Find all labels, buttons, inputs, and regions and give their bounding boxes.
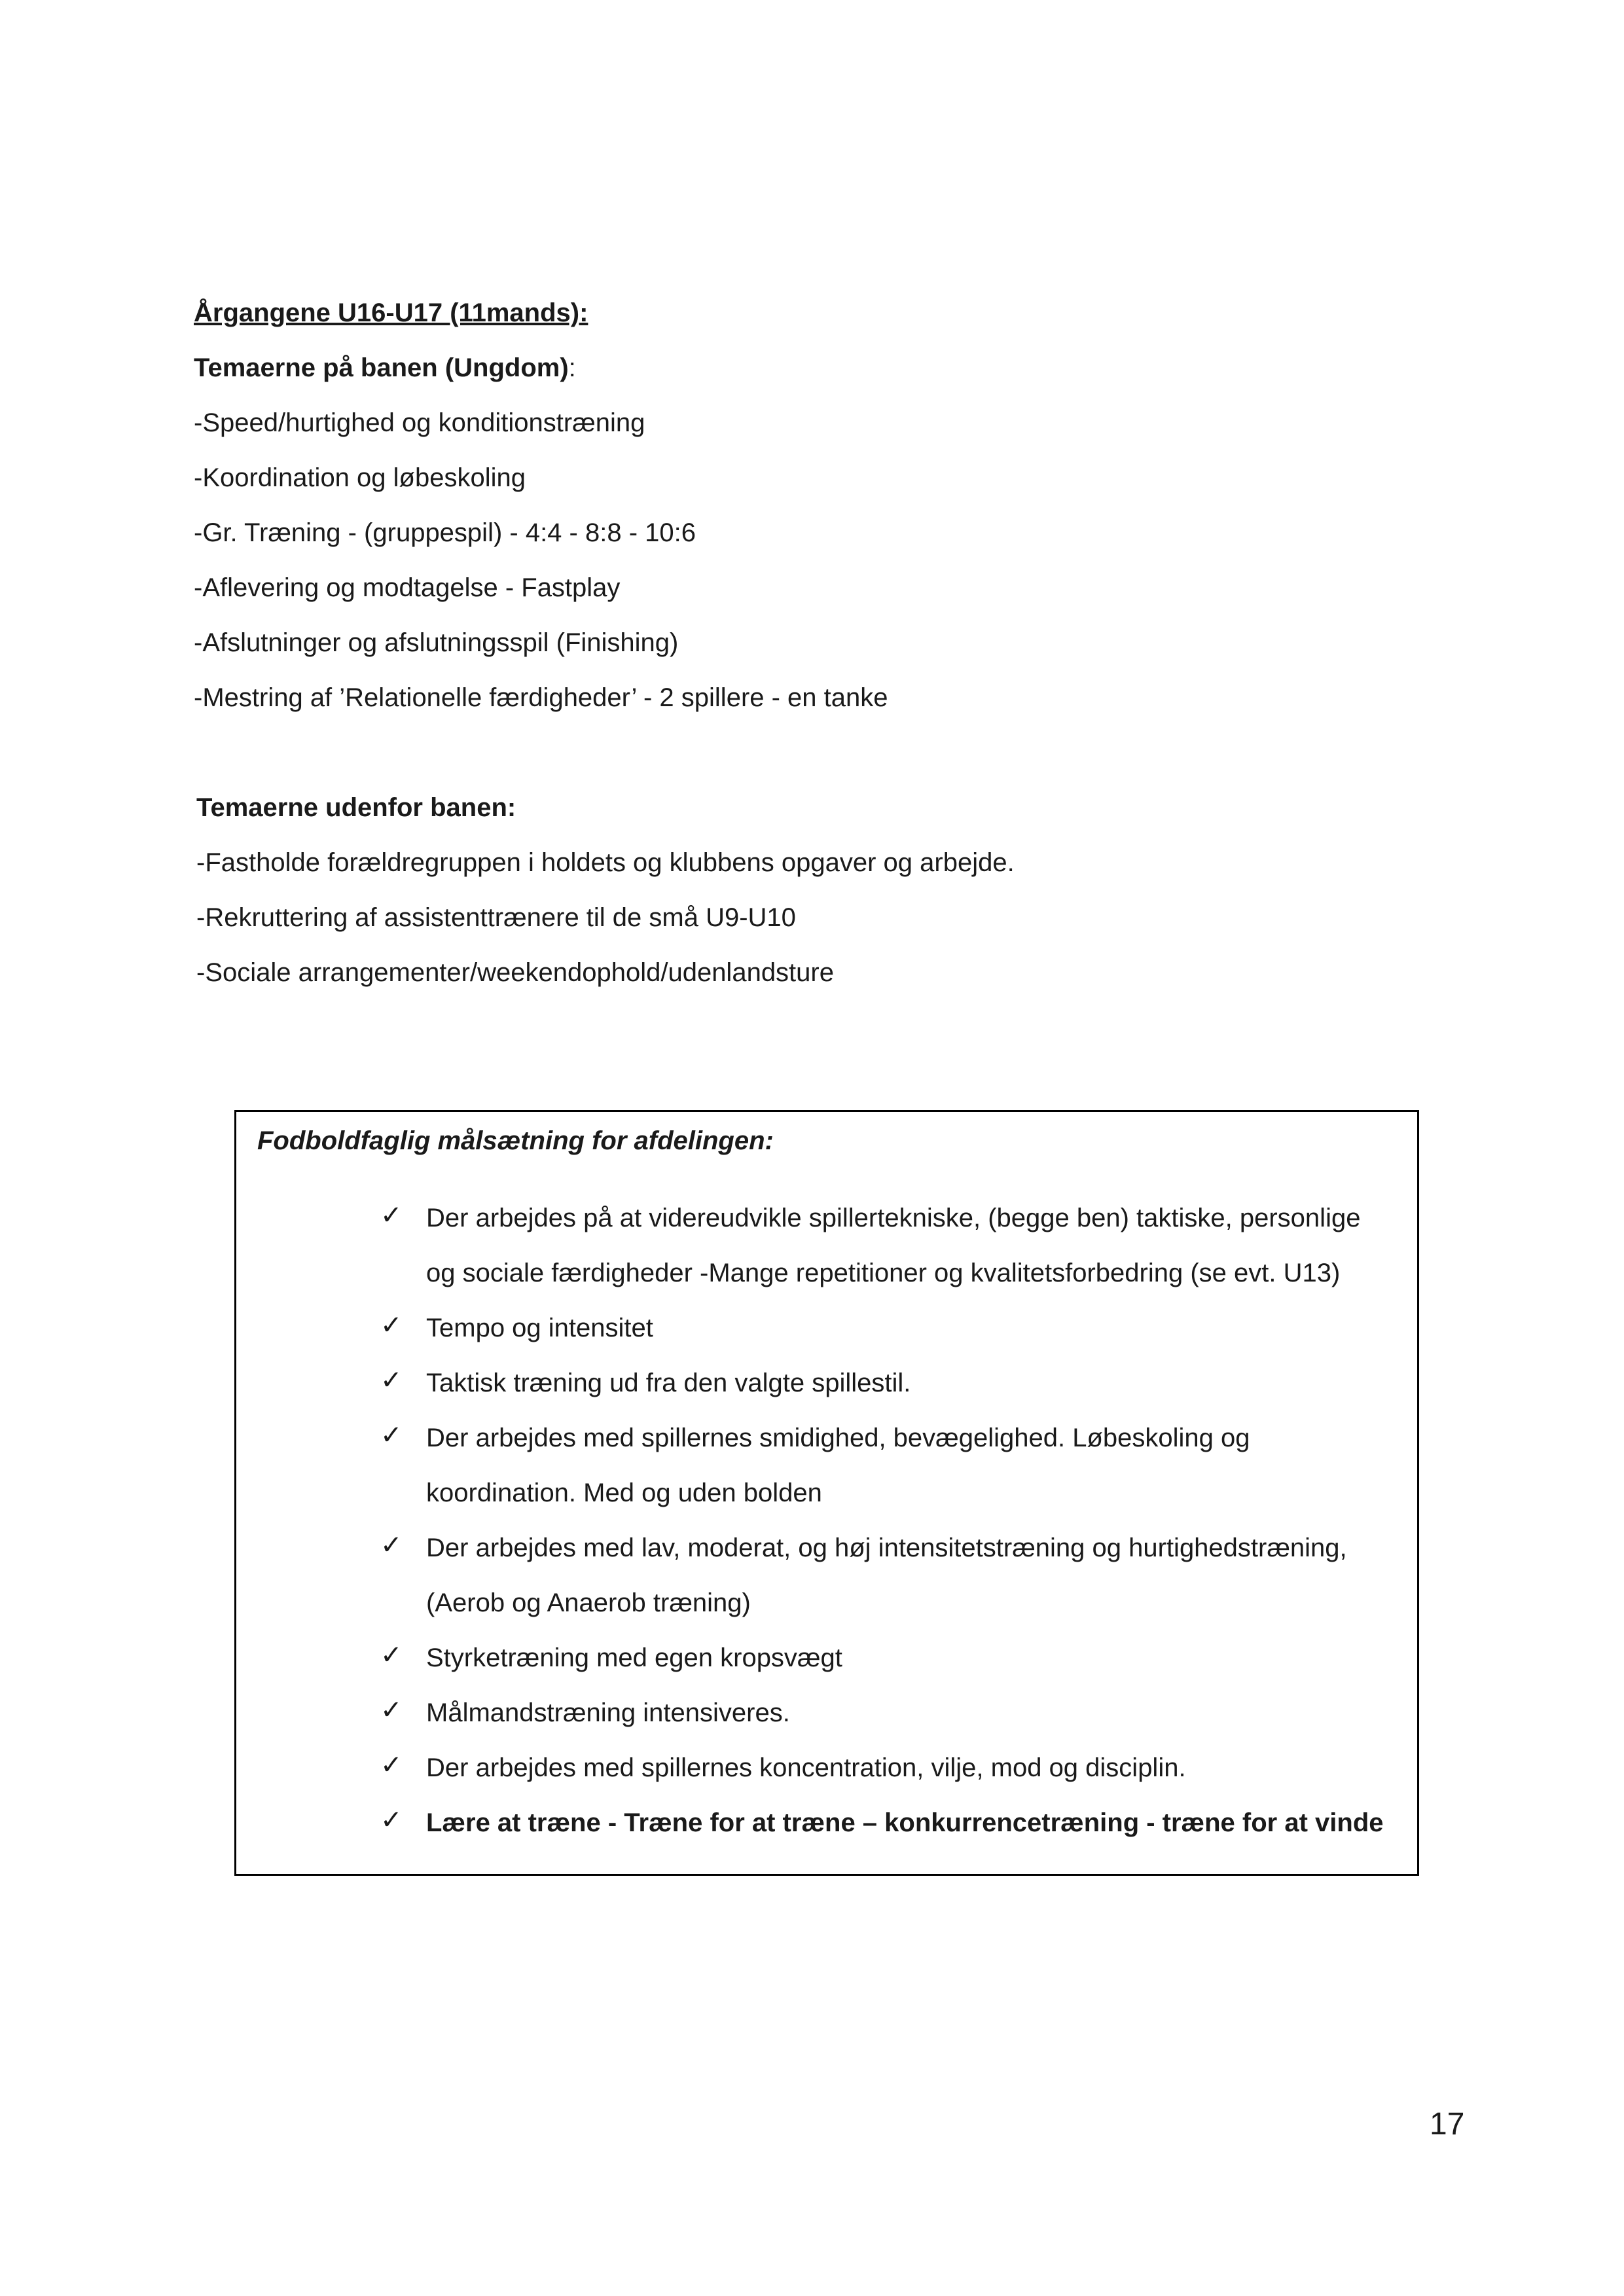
off-field-item: -Rekruttering af assistenttrænere til de små U9-U10 [196,903,796,932]
checkmark-icon: ✓ [380,1365,403,1395]
checkmark-icon: ✓ [380,1695,403,1725]
checkmark-icon: ✓ [380,1420,403,1450]
goal-item-line: Lære at træne - Træne for at træne – konkurrencetræning - træne for at vinde [426,1808,1384,1837]
on-field-item: -Gr. Træning - (gruppespil) - 4:4 - 8:8 - 10:6 [194,518,696,547]
goals-box [234,1110,1419,1876]
goal-item-line: Der arbejdes med lav, moderat, og høj intensitetstræning og hurtighedstræning, [426,1534,1347,1562]
checkmark-icon: ✓ [380,1530,403,1560]
off-field-title: Temaerne udenfor banen: [196,793,516,822]
on-field-title-text: Temaerne på banen (Ungdom) [194,353,569,382]
goal-item-line: Der arbejdes med spillernes koncentration, vilje, mod og disciplin. [426,1753,1186,1782]
checkmark-icon: ✓ [380,1640,403,1670]
on-field-title [194,352,576,384]
checkmark-icon: ✓ [380,1200,403,1230]
on-field-item: -Afslutninger og afslutningsspil (Finishing) [194,628,679,657]
on-field-item: -Speed/hurtighed og konditionstræning [194,408,645,437]
goal-item-line: Styrketræning med egen kropsvægt [426,1643,842,1672]
checkmark-icon: ✓ [380,1750,403,1780]
off-field-item: -Fastholde forældregruppen i holdets og klubbens opgaver og arbejde. [196,848,1015,877]
checkmark-icon: ✓ [380,1805,403,1835]
goal-item-line: Målmandstræning intensiveres. [426,1698,790,1727]
goal-item-line: (Aerob og Anaerob træning) [426,1588,751,1617]
goal-item-line: og sociale færdigheder -Mange repetitioner og kvalitetsforbedring (se evt. U13) [426,1259,1341,1287]
on-field-title-colon: : [568,353,576,382]
off-field-item: -Sociale arrangementer/weekendophold/udenlandsture [196,958,834,987]
goal-item-line: Der arbejdes på at videreudvikle spillertekniske, (begge ben) taktiske, personlige [426,1204,1361,1232]
goal-item-line: Der arbejdes med spillernes smidighed, bevægelighed. Løbeskoling og [426,1424,1250,1452]
on-field-item: -Mestring af ’Relationelle færdigheder’ - 2 spillere - en tanke [194,683,888,712]
page-number: 17 [1430,2107,1465,2142]
goal-item-line: koordination. Med og uden bolden [426,1479,822,1507]
checkmark-icon: ✓ [380,1310,403,1340]
on-field-item: -Aflevering og modtagelse - Fastplay [194,573,621,602]
goals-title: Fodboldfaglig målsætning for afdelingen: [257,1126,774,1155]
on-field-item: -Koordination og løbeskoling [194,463,526,492]
goal-item-line: Tempo og intensitet [426,1314,653,1342]
goal-item-line: Taktisk træning ud fra den valgte spillestil. [426,1369,911,1397]
section-heading: Årgangene U16-U17 (11mands): [194,298,588,327]
